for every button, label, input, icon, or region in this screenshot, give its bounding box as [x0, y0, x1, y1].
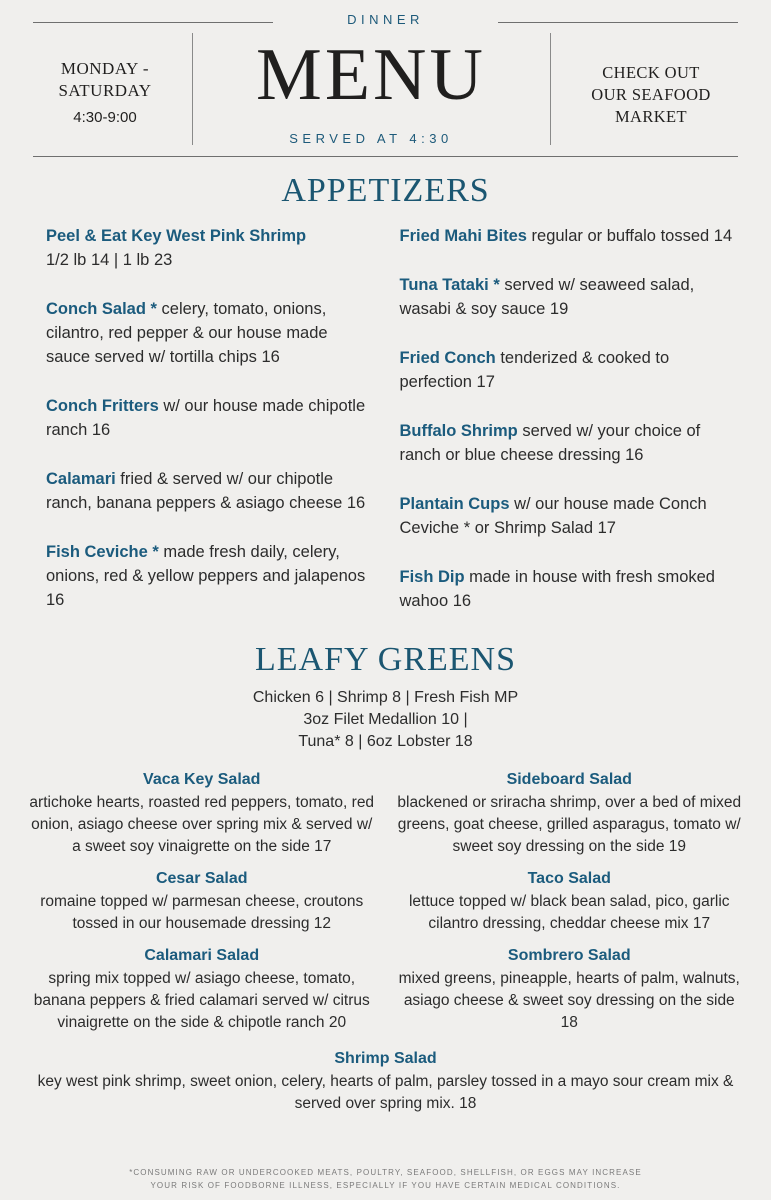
leafy-greens-heading: LEAFY GREENS [254, 641, 517, 678]
menu-item-name: Conch Fritters [46, 397, 159, 415]
menu-item-name: Peel & Eat Key West Pink Shrimp [46, 227, 307, 245]
salad-columns [0, 769, 771, 1044]
addons-line1: Chicken 6 | Shrimp 8 | Fresh Fish MP [252, 689, 519, 706]
salad-name: Cesar Salad [155, 870, 248, 887]
salad-item [26, 769, 378, 858]
appetizers-column-left [33, 224, 386, 613]
menu-item [400, 565, 739, 613]
salad-name: Shrimp Salad [334, 1050, 437, 1067]
appetizers-heading: APPETIZERS [281, 172, 490, 209]
menu-item [400, 419, 739, 467]
salad-name: Taco Salad [527, 870, 611, 887]
menu-item-price: 1/2 lb 14 | 1 lb 23 [46, 251, 173, 269]
appetizers-column-right [386, 224, 739, 613]
menu-item [46, 540, 372, 612]
menu-item-description: fried & served w/ our chipotle ranch, banana peppers & asiago cheese 16 [46, 470, 366, 512]
menu-item-name: Conch Salad [46, 300, 146, 318]
menu-item-name: Fried Conch [399, 349, 496, 367]
salad-name: Sombrero Salad [507, 947, 631, 964]
page-title: MENU [256, 34, 486, 116]
addons-line2: 3oz Filet Medallion 10 | [303, 711, 468, 728]
menu-item-description: made fresh daily, celery, onions, red & yellow peppers and jalapenos 16 [46, 543, 366, 609]
menu-item-description: served w/ seaweed salad, wasabi & soy sauce 19 [399, 276, 695, 318]
seafood-market-note [551, 62, 751, 128]
menu-item [400, 492, 739, 540]
menu-item-name: Buffalo Shrimp [399, 422, 518, 440]
menu-item-name: Fried Mahi Bites [399, 227, 527, 245]
salad-description: blackened or sriracha shrimp, over a bed of mixed greens, goat cheese, grilled asparagus, tomato w/ sweet soy dressing on the side 19 [397, 794, 742, 855]
disclaimer-line1: *CONSUMING RAW OR UNDERCOOKED MEATS, POULTRY, SEAFOOD, SHELLFISH, OR EGGS MAY INCREASE [129, 1168, 642, 1177]
market-line1: CHECK OUT [602, 63, 700, 82]
salad-name: Calamari Salad [144, 947, 260, 964]
dinner-label: DINNER [347, 12, 424, 27]
market-line2: OUR SEAFOOD [591, 85, 711, 104]
hours-days [20, 58, 190, 102]
menu-item-name: Fish Ceviche [46, 543, 148, 561]
menu-item-name: Tuna Tataki [399, 276, 489, 294]
menu-item-description: served w/ your choice of ranch or blue cheese dressing 16 [399, 422, 701, 464]
raw-item-asterisk: * [145, 300, 157, 318]
served-at-label: SERVED AT 4:30 [289, 131, 453, 146]
menu-item [46, 467, 372, 515]
menu-item [400, 224, 739, 248]
menu-item-description: tenderized & cooked to perfection 17 [399, 349, 670, 391]
hours-time: 4:30-9:00 [73, 109, 137, 126]
menu-item-description: w/ our house made chipotle ranch 16 [46, 397, 366, 439]
menu-item [400, 273, 739, 321]
hours-days-line2: SATURDAY [58, 81, 152, 100]
menu-item-name: Plantain Cups [399, 495, 510, 513]
hours-block [20, 58, 190, 126]
salad-name: Vaca Key Salad [143, 771, 261, 788]
salad-description: romaine topped w/ parmesan cheese, croutons tossed in our housemade dressing 12 [40, 893, 364, 932]
salad-description: mixed greens, pineapple, hearts of palm, walnuts, asiago cheese & sweet soy dressing on the side 18 [398, 970, 740, 1031]
menu-item-name: Calamari [46, 470, 116, 488]
menu-item-description: celery, tomato, onions, cilantro, red pepper & our house made sauce served w/ tortilla chips 16 [46, 300, 328, 366]
menu-item [400, 346, 739, 394]
menu-item [46, 224, 372, 272]
hours-days-line1: MONDAY - [60, 59, 150, 78]
menu-item-name: Fish Dip [399, 568, 465, 586]
menu-item-description: regular or buffalo tossed 14 [526, 227, 733, 245]
menu-header [0, 0, 771, 158]
salad-item [394, 945, 746, 1034]
raw-item-asterisk: * [488, 276, 500, 294]
header-rule-bottom [33, 156, 738, 157]
salad-item [394, 769, 746, 858]
menu-item-description: made in house with fresh smoked wahoo 16 [399, 568, 715, 610]
addons-line3: Tuna* 8 | 6oz Lobster 18 [298, 733, 473, 750]
menu-item [46, 297, 372, 369]
salad-item [26, 868, 378, 935]
market-line3: MARKET [614, 107, 688, 126]
salad-item [26, 945, 378, 1034]
salad-description: spring mix topped w/ asiago cheese, tomato, banana peppers & fried calamari served w/ citrus vinaigrette on the side & chipotle ranch 20 [33, 970, 370, 1031]
menu-item-description: w/ our house made Conch Ceviche * or Shrimp Salad 17 [399, 495, 707, 537]
salad-name: Sideboard Salad [506, 771, 632, 788]
disclaimer-line2: YOUR RISK OF FOODBORNE ILLNESS, ESPECIALLY IF YOU HAVE CERTAIN MEDICAL CONDITIONS. [150, 1181, 621, 1190]
disclaimer [0, 1166, 771, 1192]
salad-addons [0, 687, 771, 753]
raw-item-asterisk: * [147, 543, 159, 561]
salad-item [394, 868, 746, 935]
shrimp-salad-item [0, 1048, 771, 1115]
appetizers-columns [0, 224, 771, 613]
menu-item [46, 394, 372, 442]
salad-description: lettuce topped w/ black bean salad, pico, garlic cilantro dressing, cheddar cheese mix 17 [408, 893, 730, 932]
salad-column-right [386, 769, 746, 1044]
salad-description: key west pink shrimp, sweet onion, celery, hearts of palm, parsley tossed in a mayo sour cream mix & served over spring mix. 18 [37, 1073, 734, 1112]
salad-description: artichoke hearts, roasted red peppers, tomato, red onion, asiago cheese over spring mix & served w/ a sweet soy vinaigrette on the side 17 [29, 794, 375, 855]
salad-column-left [26, 769, 386, 1044]
